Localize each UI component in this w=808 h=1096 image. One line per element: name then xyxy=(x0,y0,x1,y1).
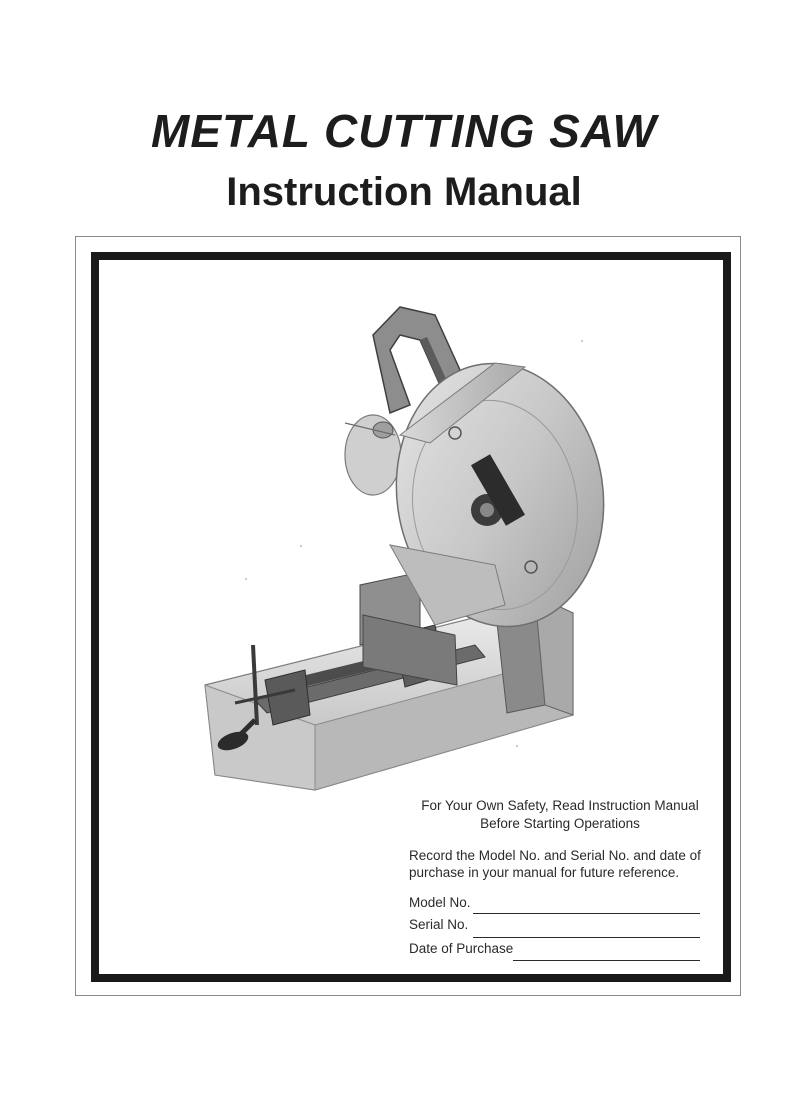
date-of-purchase-line xyxy=(513,960,700,961)
manual-title: METAL CUTTING SAW xyxy=(151,105,657,157)
scan-speck xyxy=(300,545,302,547)
metal-cutting-saw-illustration xyxy=(195,295,625,795)
manual-subtitle: Instruction Manual xyxy=(226,170,582,214)
scan-speck xyxy=(516,745,518,747)
record-notice-line-2: purchase in your manual for future reference. xyxy=(409,865,680,880)
safety-notice-line-2: Before Starting Operations xyxy=(480,816,640,831)
motor-housing xyxy=(345,415,401,495)
date-of-purchase-label: Date of Purchase xyxy=(409,941,514,956)
model-no-label: Model No. xyxy=(409,895,471,910)
safety-notice-line-1: For Your Own Safety, Read Instruction Manual xyxy=(421,798,699,813)
serial-no-line xyxy=(473,937,700,938)
scan-speck xyxy=(581,340,583,342)
scan-speck xyxy=(245,578,247,580)
record-notice-line-1: Record the Model No. and Serial No. and date of xyxy=(409,848,701,863)
serial-no-label: Serial No. xyxy=(409,917,469,932)
model-no-line xyxy=(473,913,700,914)
